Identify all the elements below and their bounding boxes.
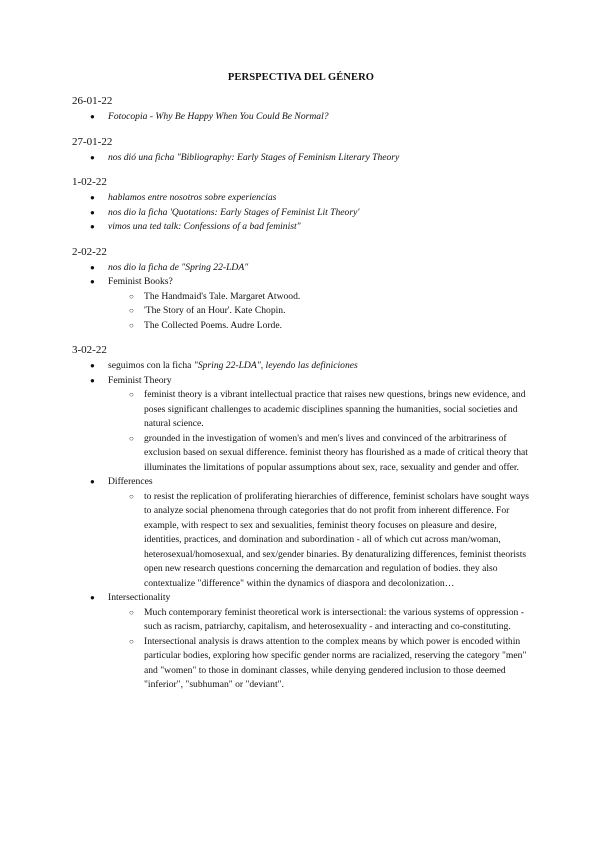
- bullet-circle-icon: ○: [129, 636, 134, 646]
- item-text-italic: "Spring 22-LDA", leyendo las definiciones: [193, 360, 358, 371]
- bullet-disc-icon: ●: [90, 477, 95, 486]
- bullet-circle-icon: ○: [129, 491, 134, 501]
- bullet-disc-icon: ●: [90, 361, 95, 370]
- notes-body: [72, 94, 530, 693]
- item-text: hablamos entre nosotros sobre experiencias: [108, 192, 277, 203]
- sub-list-item: [108, 606, 530, 635]
- bullet-circle-icon: ○: [129, 320, 134, 330]
- sub-list: [108, 388, 530, 475]
- bullet-disc-icon: ●: [90, 277, 95, 286]
- sub-list: [108, 490, 530, 592]
- bullet-disc-icon: ●: [90, 152, 95, 162]
- list-item: [72, 275, 530, 333]
- sub-list: [108, 290, 530, 334]
- bullet-list: [72, 191, 530, 235]
- bullet-disc-icon: ●: [90, 112, 95, 121]
- list-item: [72, 591, 530, 693]
- sub-item-text: to resist the replication of proliferating hierarchies of difference, feminist scholars have sought ways to analyze social phenomena through categories that do not profit from inherent difference. For example, with respect to sex and sexualities, feminist theory focuses on pleasure and desire, identities, practices, and domination and subordination - all of which cut across man/woman, heterosexual/homosexual, and sex/gender binaries. By denaturalizing differences, feminist theorists open new research questions concerning the demarcation and regulation of bodies. they also contextualize "difference" within the dynamics of diaspora and decolonization…: [144, 490, 530, 589]
- sub-item-text: Much contemporary feminist theoretical work is intersectional: the various systems of oppression - such as racism, patriarchy, capitalism, and heterosexuality - and interacting and co-constituting.: [144, 606, 524, 632]
- sub-item-text: 'The Story of an Hour'. Kate Chopin.: [144, 305, 286, 316]
- sub-list: [108, 606, 530, 693]
- item-text: vimos una ted talk: Confessions of a bad feminist": [108, 221, 301, 232]
- sub-item-text: feminist theory is a vibrant intellectual practice that raises new questions, brings new evidence, and poses significant challenges to academic disciplines spanning the humanities, social societies and natural science.: [144, 389, 526, 429]
- item-text: seguimos con la ficha: [108, 360, 194, 371]
- list-item: [72, 206, 530, 221]
- sub-list-item: [108, 432, 530, 476]
- date-heading: 26-01-22: [72, 95, 113, 107]
- sub-list-item: [108, 290, 530, 305]
- bullet-disc-icon: ●: [90, 262, 95, 272]
- bullet-list: [72, 359, 530, 693]
- bullet-circle-icon: ○: [129, 433, 134, 443]
- item-text: Feminist Books?: [108, 276, 173, 287]
- sub-list-item: [108, 304, 530, 319]
- sub-list-item: [108, 635, 530, 693]
- item-text: Differences: [108, 476, 153, 487]
- date-heading: 1-02-22: [72, 176, 107, 188]
- item-text: nos dio la ficha 'Quotations: Early Stages of Feminist Lit Theory': [108, 206, 360, 218]
- list-item: [72, 151, 530, 166]
- bullet-disc-icon: ●: [90, 207, 95, 217]
- bullet-circle-icon: ○: [129, 306, 134, 315]
- bullet-circle-icon: ○: [129, 607, 134, 617]
- bullet-circle-icon: ○: [129, 390, 134, 399]
- date-heading: 2-02-22: [72, 245, 107, 258]
- list-item: [72, 191, 530, 206]
- bullet-list: [72, 261, 530, 334]
- item-text: Intersectionality: [108, 592, 171, 603]
- sub-item-text: The Handmaid's Tale. Margaret Atwood.: [144, 290, 301, 302]
- list-item: [72, 110, 530, 125]
- sub-item-text: Intersectional analysis is draws attention to the complex means by which power is encoded within particular bodies, exploring how specific gender norms are racialized, reserving the category "men" and "women" to those in dominant classes, while denying gendered inclusion to those deemed "inferior", "subhuman" or "deviant".: [144, 635, 527, 690]
- item-text: Feminist Theory: [108, 374, 172, 386]
- bullet-list: [72, 151, 530, 166]
- sub-item-text: grounded in the investigation of women's and men's lives and convinced of the arbitrariness of exclusion based on sexual difference. feminist theory has flourished as a made of critical theory that illuminates the limitations of popular assumptions about sex, race, sexuality and gender and offer.: [144, 432, 528, 473]
- list-item: [72, 261, 530, 276]
- list-item: [72, 220, 530, 235]
- bullet-disc-icon: ●: [90, 222, 95, 231]
- list-item: [72, 359, 530, 374]
- bullet-circle-icon: ○: [129, 291, 134, 301]
- list-item: [72, 475, 530, 591]
- page-title: PERSPECTIVA DEL GÉNERO: [227, 72, 375, 83]
- sub-list-item: [108, 388, 530, 432]
- sub-list-item: [108, 490, 530, 592]
- bullet-disc-icon: ●: [90, 375, 95, 385]
- bullet-list: [72, 110, 530, 125]
- date-heading: 3-02-22: [72, 344, 107, 356]
- item-text: nos dio la ficha de "Spring 22-LDA": [108, 261, 249, 273]
- bullet-disc-icon: ●: [90, 593, 95, 602]
- list-item: [72, 374, 530, 476]
- sub-list-item: [108, 319, 530, 334]
- sub-item-text: The Collected Poems. Audre Lorde.: [144, 319, 283, 331]
- item-text: Fotocopia - Why Be Happy When You Could Be Normal?: [108, 111, 329, 122]
- item-text: nos dió una ficha "Bibliography: Early Stages of Feminism Literary Theory: [108, 151, 400, 163]
- date-heading: 27-01-22: [72, 135, 113, 148]
- bullet-disc-icon: ●: [90, 193, 95, 202]
